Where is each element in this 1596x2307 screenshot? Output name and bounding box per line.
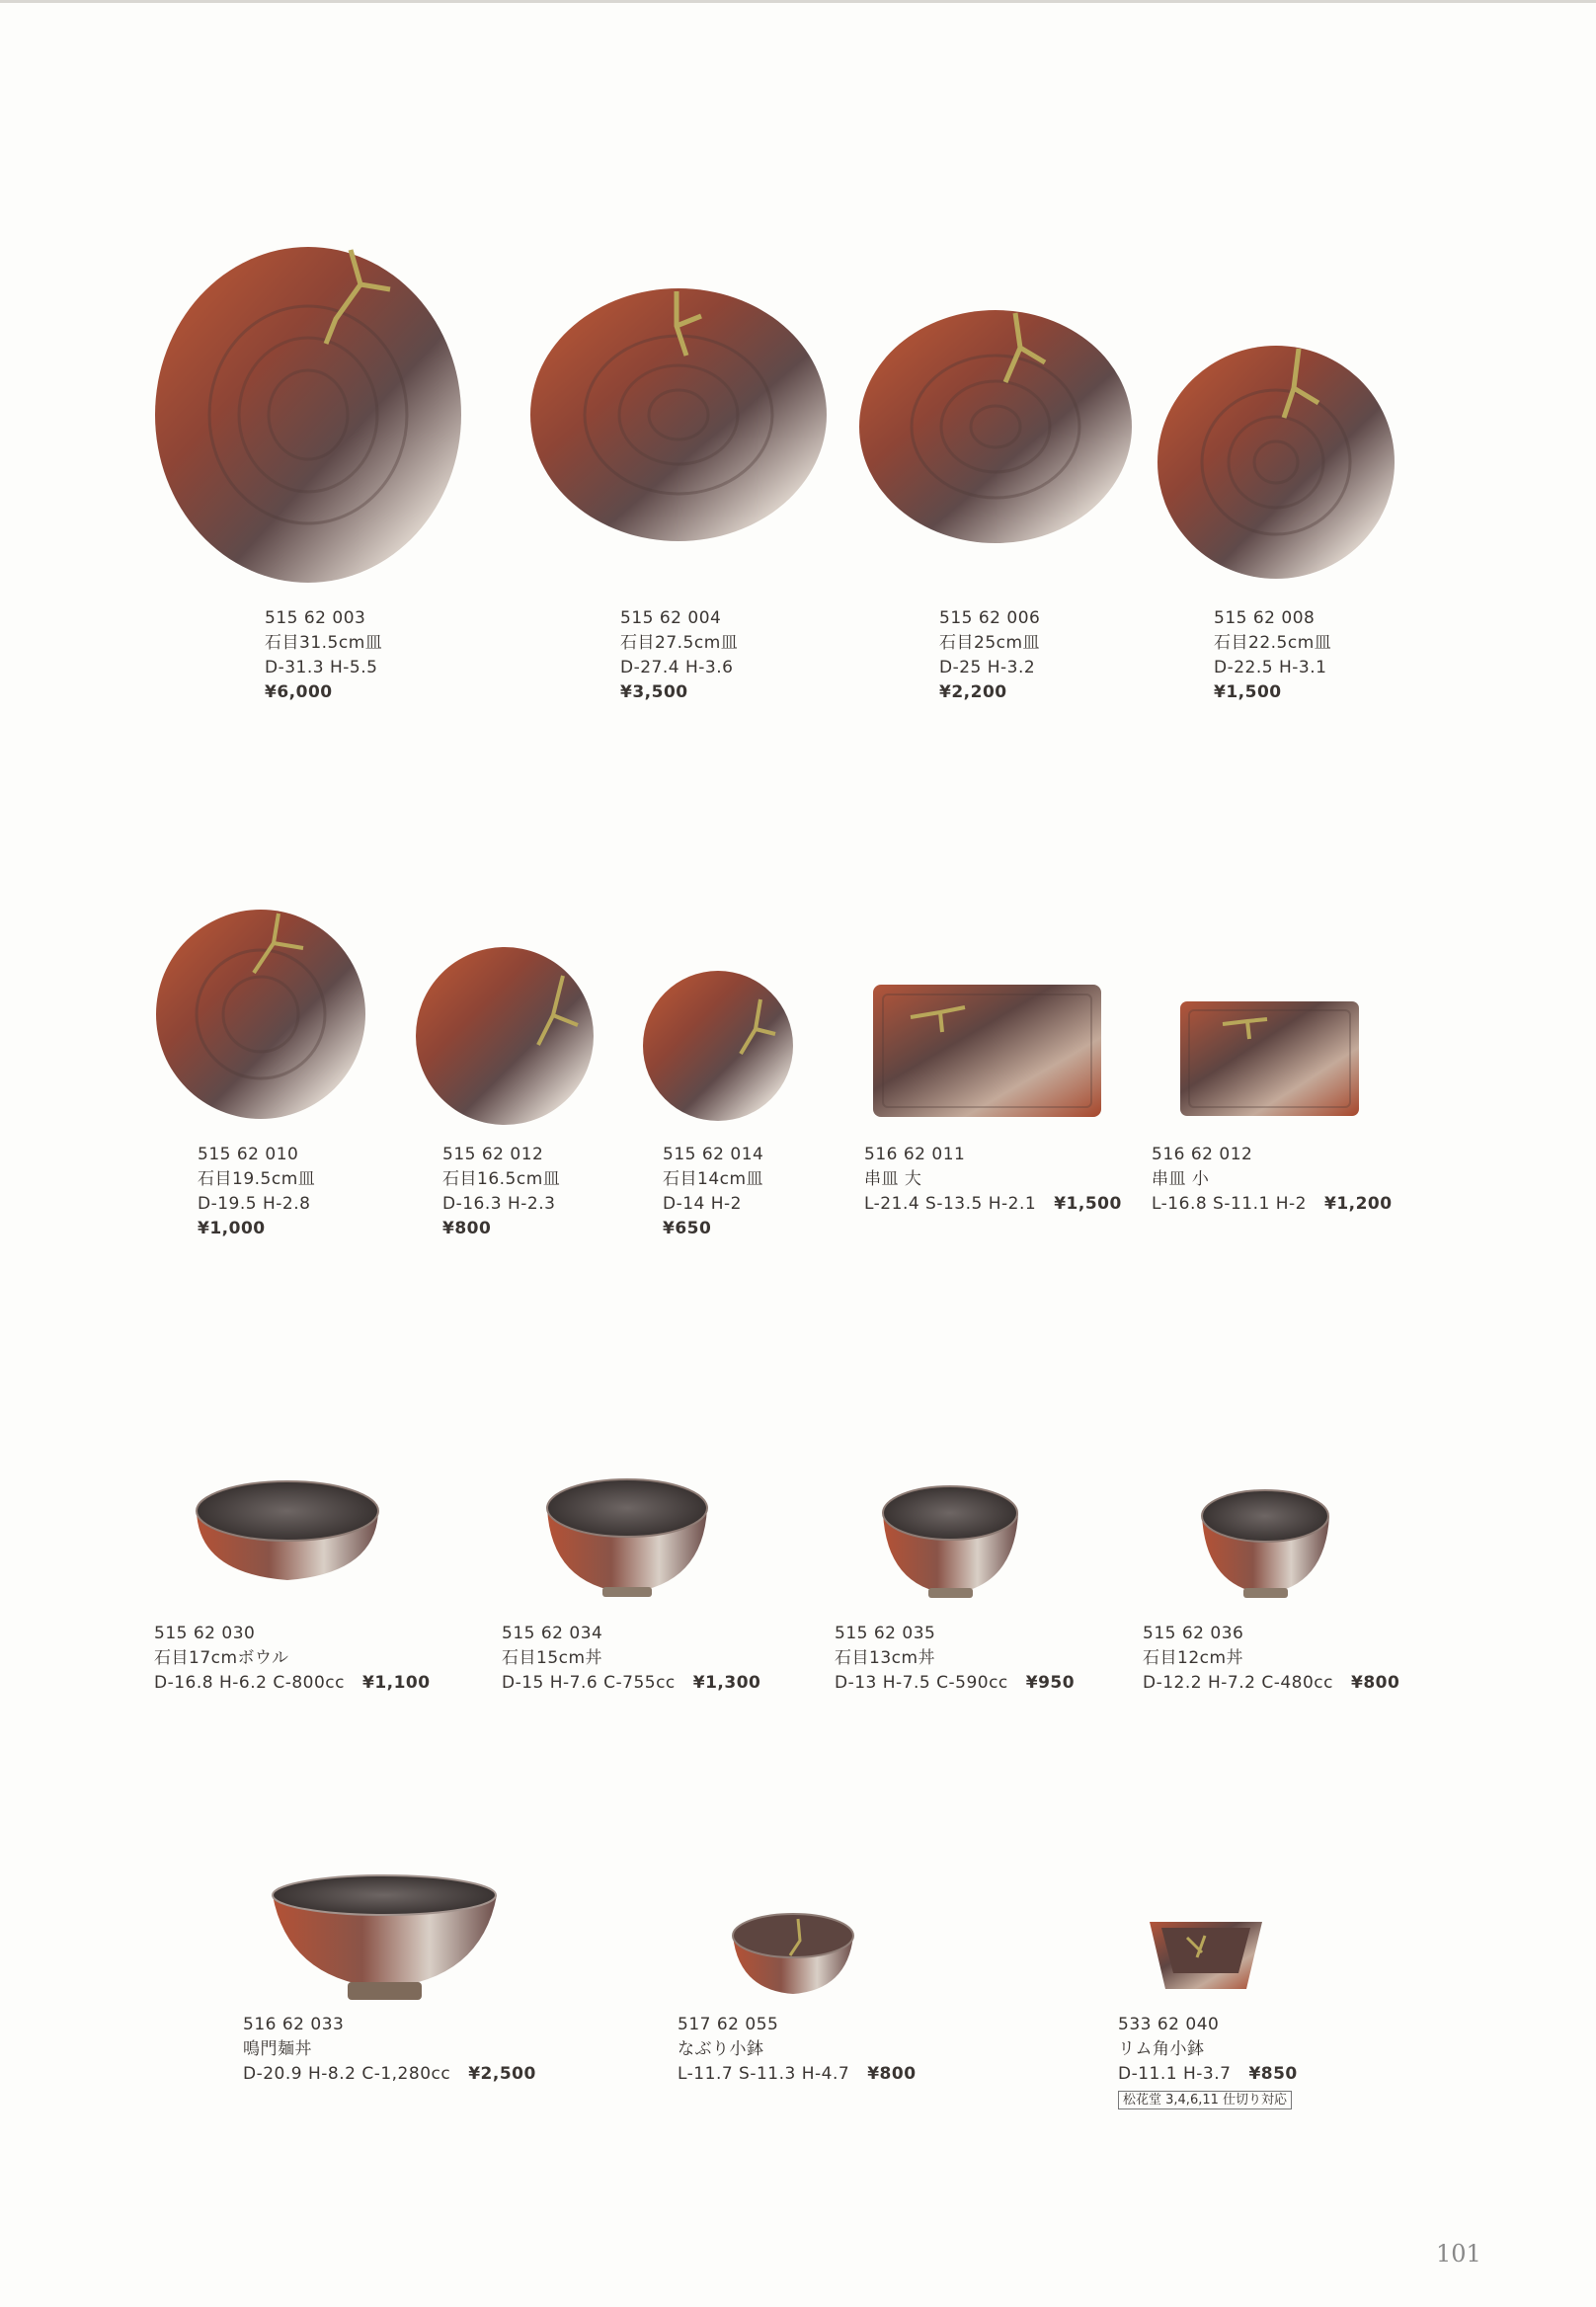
product-name: 石目27.5cm皿 [620,633,739,653]
round-plate-image [153,245,464,586]
product-name: 石目25cm皿 [939,633,1041,653]
page-number: 101 [1436,2240,1481,2267]
product-code: 516 62 012 [1152,1145,1253,1164]
product-name: 石目15cm丼 [502,1648,603,1668]
product-size: L-11.7 S-11.3 H-4.7 [678,2064,850,2084]
product-name: 串皿 大 [864,1169,922,1189]
round-plate-image [1156,344,1397,581]
product-code: 515 62 012 [442,1145,544,1164]
product-size: D-12.2 H-7.2 C-480cc [1143,1673,1333,1693]
product-name: 石目13cm丼 [835,1648,936,1668]
product-code: 515 62 030 [154,1624,256,1643]
product-price: ¥800 [442,1219,492,1238]
product-code: 515 62 014 [663,1145,764,1164]
product-size: D-20.9 H-8.2 C-1,280cc [243,2064,451,2084]
product-code: 516 62 011 [864,1145,966,1164]
product-size: D-14 H-2 [663,1194,742,1214]
product-size: L-21.4 S-13.5 H-2.1 [864,1194,1037,1214]
product-name: 串皿 小 [1152,1169,1210,1189]
bowl-image [193,1479,382,1583]
product-code: 515 62 034 [502,1624,603,1643]
round-plate-image [528,286,830,543]
product-code: 515 62 008 [1214,608,1316,628]
product-code: 517 62 055 [678,2015,779,2034]
product-price: ¥850 [1248,2064,1298,2084]
round-plate-image [415,946,595,1126]
product-price: ¥2,200 [939,682,1007,702]
product-code: 515 62 004 [620,608,722,628]
bowl-image [879,1483,1022,1600]
noodle-bowl-image [269,1871,501,2005]
product-price: ¥1,500 [1214,682,1282,702]
product-name: 石目19.5cm皿 [198,1169,316,1189]
product-name: なぶり小鉢 [678,2039,764,2059]
rect-plate-image [1178,999,1361,1118]
product-name: 石目16.5cm皿 [442,1169,561,1189]
bowl-image [543,1476,711,1600]
product-size: D-16.8 H-6.2 C-800cc [154,1673,345,1693]
round-plate-image [857,308,1134,545]
product-price: ¥1,100 [361,1673,431,1693]
product-code: 533 62 040 [1118,2015,1220,2034]
product-price: ¥1,000 [198,1219,266,1238]
product-price: ¥950 [1025,1673,1076,1693]
product-size: D-22.5 H-3.1 [1214,658,1327,677]
product-name: リム角小鉢 [1118,2039,1205,2059]
product-price: ¥1,300 [692,1673,761,1693]
product-size: D-27.4 H-3.6 [620,658,734,677]
product-code: 515 62 035 [835,1624,936,1643]
square-bowl-image [1148,1918,1264,1997]
product-size: D-16.3 H-2.3 [442,1194,556,1214]
rect-plate-image [871,983,1103,1119]
product-size: D-11.1 H-3.7 [1118,2064,1232,2084]
small-bowl-image [729,1911,857,1998]
product-size: D-31.3 H-5.5 [265,658,378,677]
top-rule [0,0,1596,3]
product-name: 鳴門麺丼 [243,2039,312,2059]
partition-note-badge: 松花堂 3,4,6,11 仕切り対応 [1118,2091,1292,2109]
product-size: D-15 H-7.6 C-755cc [502,1673,676,1693]
bowl-image [1198,1486,1333,1600]
product-price: ¥1,500 [1054,1194,1122,1214]
product-code: 515 62 003 [265,608,366,628]
product-size: D-13 H-7.5 C-590cc [835,1673,1008,1693]
product-name: 石目31.5cm皿 [265,633,383,653]
product-price: ¥800 [867,2064,917,2084]
product-name: 石目22.5cm皿 [1214,633,1332,653]
product-name: 石目14cm皿 [663,1169,764,1189]
product-code: 515 62 006 [939,608,1041,628]
product-size: D-19.5 H-2.8 [198,1194,311,1214]
product-code: 516 62 033 [243,2015,345,2034]
product-name: 石目12cm丼 [1143,1648,1244,1668]
product-size: D-25 H-3.2 [939,658,1036,677]
product-price: ¥3,500 [620,682,688,702]
product-price: ¥650 [663,1219,712,1238]
product-price: ¥2,500 [468,2064,536,2084]
product-code: 515 62 010 [198,1145,299,1164]
product-price: ¥6,000 [265,682,333,702]
product-price: ¥1,200 [1323,1194,1393,1214]
round-plate-image [642,970,795,1123]
product-name: 石目17cmボウル [154,1648,289,1668]
round-plate-image [155,909,367,1121]
product-code: 515 62 036 [1143,1624,1244,1643]
product-size: L-16.8 S-11.1 H-2 [1152,1194,1307,1214]
product-price: ¥800 [1350,1673,1400,1693]
